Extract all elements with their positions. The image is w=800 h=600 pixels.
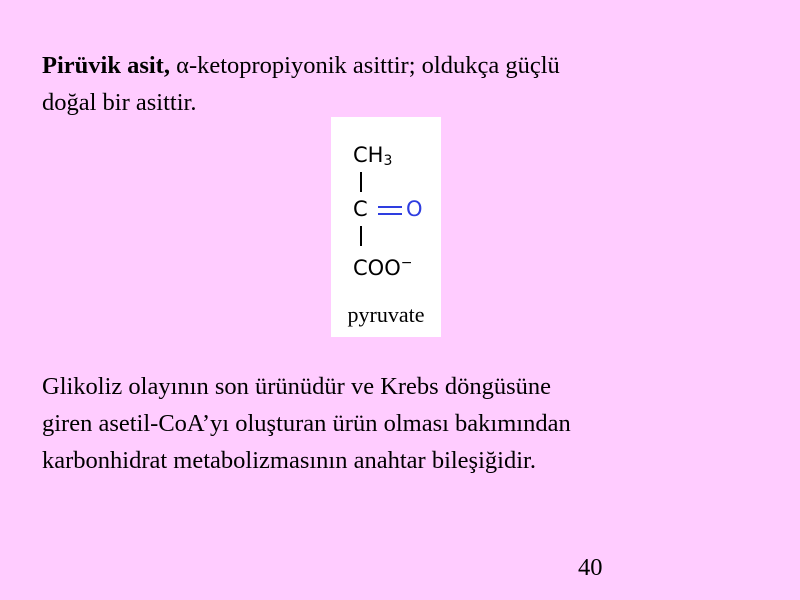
single-bond-bottom: [360, 226, 362, 246]
intro-paragraph: [42, 47, 742, 121]
alpha-symbol: α: [176, 52, 189, 79]
intro-line1-rest: -ketopropiyonik asittir; oldukça güçlü: [188, 52, 560, 79]
figure-caption: pyruvate: [347, 302, 425, 327]
coo-label: COO: [353, 256, 401, 280]
double-bond-lower-line: [378, 213, 402, 215]
double-bond-upper-line: [378, 206, 402, 208]
intro-term: Pirüvik asit,: [42, 52, 170, 79]
single-bond-top: [360, 172, 362, 192]
body-paragraph: [42, 368, 742, 479]
ch3-group: [353, 144, 392, 172]
intro-line2: doğal bir asittir.: [42, 89, 197, 116]
carbon-atom: C: [353, 197, 368, 221]
oxygen-atom: O: [406, 197, 423, 221]
page-number: 40: [578, 554, 603, 581]
body-line1: Glikoliz olayının son ürünüdür ve Krebs döngüsüne: [42, 373, 551, 400]
ch3-subscript: 3: [383, 153, 393, 169]
carboxylate-group: [353, 252, 412, 279]
body-line3: karbonhidrat metabolizmasının anahtar bileşiğidir.: [42, 447, 536, 474]
body-line2: giren asetil-CoA’yı oluşturan ürün olması bakımından: [42, 410, 571, 437]
ch3-label: CH: [353, 143, 384, 167]
coo-charge: −: [400, 255, 413, 271]
pyruvate-structure-figure: [331, 117, 441, 337]
